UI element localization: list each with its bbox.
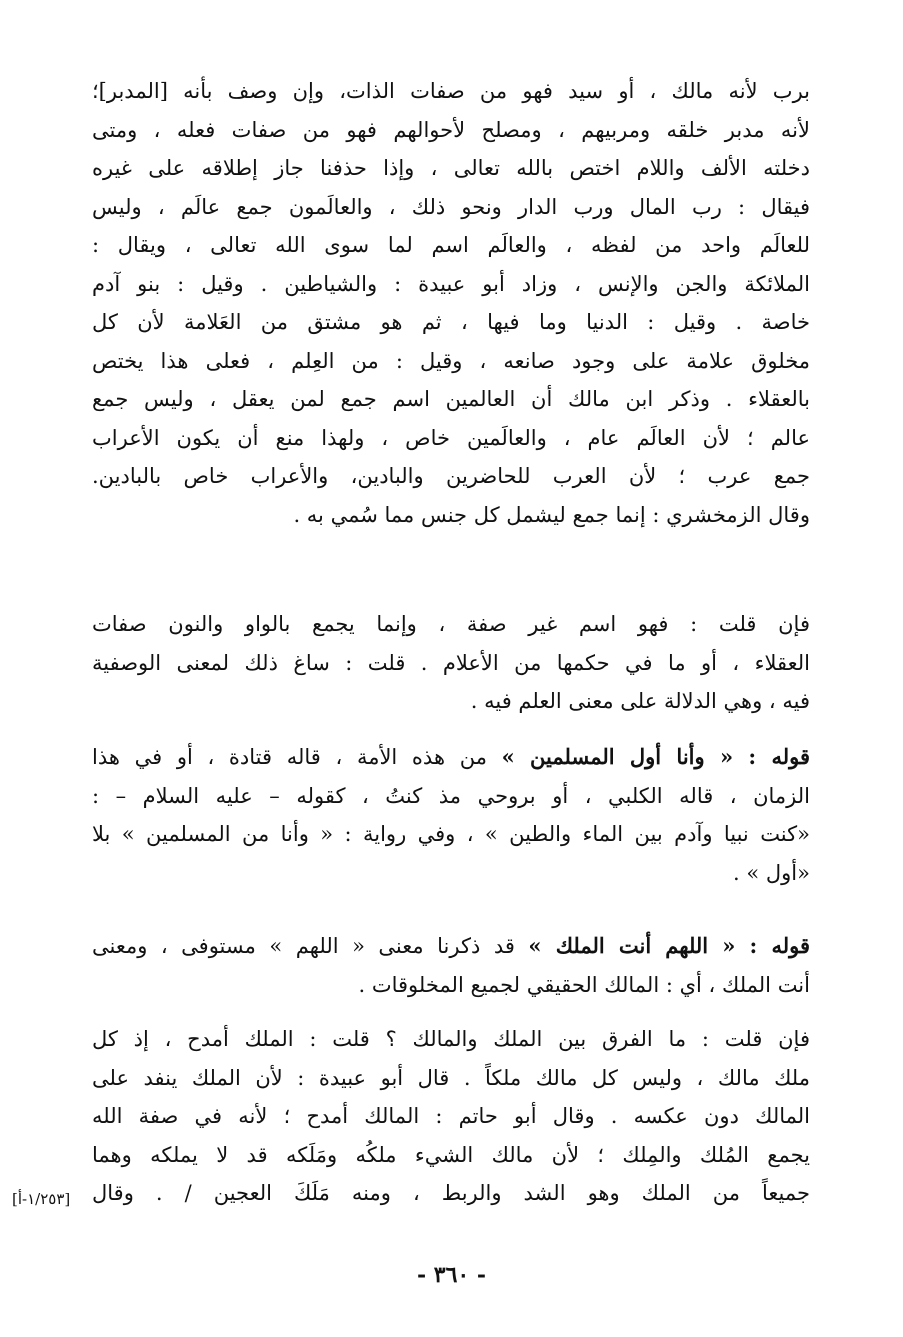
text-line: المالك دون عكسه . وقال أبو حاتم : المالك أمدح ؛ لأنه في صفة الله: [92, 1104, 810, 1128]
text-line: فيقال : رب المال ورب الدار ونحو ذلك ، والعالَمون جمع عالَم ، وليس: [92, 194, 810, 219]
text-line: جميعاً من الملك وهو الشد والربط ، ومنه مَلَكَ العجين / . وقال: [92, 1181, 810, 1205]
paragraph-awwal-muslimin: [92, 738, 810, 892]
text-line: خاصة . وقيل : الدنيا وما فيها ، ثم هو مشتق من العَلامة لأن كل: [92, 310, 810, 334]
text-line: لأنه مدبر خلقه ومربيهم ، ومصلح لأحوالهم فهو من صفات فعله ، ومتى: [92, 117, 810, 142]
text-line: برب لأنه مالك ، أو سيد فهو من صفات الذات، وإن وصف بأنه [المدبر]؛: [92, 79, 810, 103]
text-line: فإن قلت : ما الفرق بين الملك والمالك ؟ قلت : الملك أمدح ، إذ كل: [92, 1027, 810, 1051]
text-line: الزمان ، قاله الكلبي ، أو بروحي مذ كنتُ ، كقوله – عليه السلام – :: [92, 783, 810, 808]
lemma-heading: قوله : « وأنا أول المسلمين »: [501, 744, 810, 769]
text-line: [92, 738, 810, 777]
text-line: الملائكة والجن والإنس ، وزاد أبو عبيدة : والشياطين . وقيل : بنو آدم: [92, 271, 810, 296]
text-line: عالم ؛ لأن العالَم عام ، والعالَمين خاص ، ولهذا منع أن يكون الأعراب: [92, 425, 810, 450]
paragraph-malik-vs-mulk: [92, 1020, 810, 1213]
text-line: للعالَم واحد من لفظه ، والعالَم اسم لما سوى الله تعالى ، ويقال :: [92, 233, 810, 257]
text-line: «أول » .: [733, 860, 810, 885]
paragraph-allahumma-malik: [92, 927, 810, 1004]
text-line: يجمع المُلك والمِلك ؛ لأن مالك الشيء ملكُه ومَلَكه قد لا يملكه وهما: [92, 1142, 810, 1167]
text-line: [92, 927, 810, 966]
page-number: - ٣٦٠ -: [416, 1262, 487, 1288]
text-line: جمع عرب ؛ لأن العرب للحاضرين والبادين، والأعراب خاص بالبادين.: [92, 464, 810, 488]
text-span: من هذه الأمة ، قاله قتادة ، أو في هذا: [92, 745, 502, 769]
text-line: ملك مالك ، وليس كل مالك ملكاً . قال أبو عبيدة : لأن الملك ينفد على: [92, 1065, 810, 1090]
text-line: «كنت نبيا وآدم بين الماء والطين » ، وفي رواية : « وأنا من المسلمين » بلا: [92, 822, 810, 846]
lemma-heading: قوله : « اللهم أنت الملك »: [528, 933, 810, 958]
text-line: أنت الملك ، أي : المالك الحقيقي لجميع المخلوقات .: [358, 972, 810, 997]
text-line: فإن قلت : فهو اسم غير صفة ، وإنما يجمع بالواو والنون صفات: [92, 612, 810, 636]
text-line: العقلاء ، أو ما في حكمها من الأعلام . قلت : ساغ ذلك لمعنى الوصفية: [92, 650, 810, 675]
text-line: بالعقلاء . وذكر ابن مالك أن العالمين اسم جمع لمن يعقل ، وليس جمع: [92, 387, 810, 411]
text-line: فيه ، وهي الدلالة على معنى العلم فيه .: [470, 689, 810, 713]
text-span: قد ذكرنا معنى « اللهم » مستوفى ، ومعنى: [92, 934, 529, 958]
text-line: دخلته الألف واللام اختص بالله تعالى ، وإذا حذفنا جاز إطلاقه على غيره: [92, 156, 810, 180]
paragraph-rabb-alamin: [92, 72, 810, 534]
manuscript-folio-reference: [١/٢٥٣-أ]: [12, 1190, 71, 1208]
text-line: وقال الزمخشري : إنما جمع ليشمل كل جنس مما سُمي به .: [293, 502, 810, 527]
paragraph-question-plural: [92, 605, 810, 721]
text-line: مخلوق علامة على وجود صانعه ، وقيل : من العِلم ، فعلى هذا يختص: [92, 348, 810, 373]
